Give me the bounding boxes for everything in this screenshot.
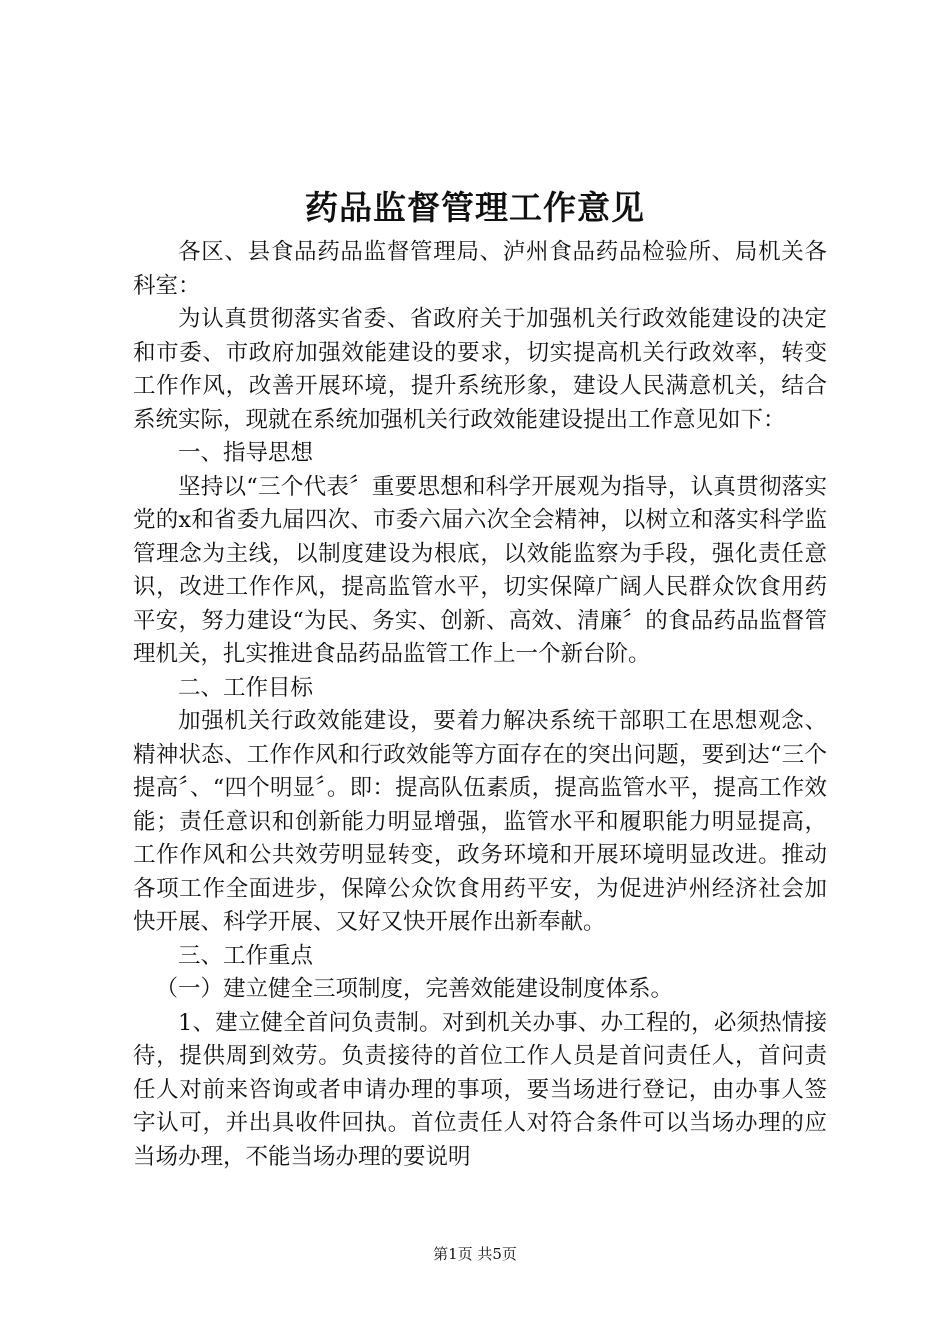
salutation-paragraph: 各区、县食品药品监督管理局、泸州食品药品检验所、局机关各科室： <box>133 239 827 299</box>
section-heading-guiding-thought: 一、指导思想 <box>178 440 314 466</box>
intro-paragraph: 为认真贯彻落实省委、省政府关于加强机关行政效能建设的决定和市委、市政府加强效能建设的要求，切实提高机关行政效率，转变工作作风，改善开展环境，提升系统形象，建设人民满意机关，结合系统实际，现就在系统加强机关行政效能建设提出工作意见如下： <box>133 306 827 433</box>
page-number-footer: 第1页 共5页 <box>433 1245 517 1263</box>
section-heading-work-focus: 三、工作重点 <box>178 942 314 969</box>
guiding-thought-paragraph: 坚持以“三个代表〞重要思想和科学开展观为指导，认真贯彻落实党的x和省委九届四次、市委六届六次全会精神，以树立和落实科学监管理念为主线，以制度建设为根底，以效能监察为手段，强化责任意识，改进工作作风，提高监管水平，切实保障广阔人民群众饮食用药平安，努力建设“为民、务实、创新、高效、清廉〞的食品药品监督管理机关，扎实推进食品药品监管工作上一个新台阶。 <box>133 473 827 667</box>
section-heading-work-goals: 二、工作目标 <box>178 674 314 701</box>
subsection-heading-three-systems: （一）建立健全三项制度，完善效能建设制度体系。 <box>155 976 674 1002</box>
first-responsibility-paragraph: 1、建立健全首问负责制。对到机关办事、办工程的，必须热情接待，提供周到效劳。负责接待的首位工作人员是首问责任人，首问责任人对前来咨询或者申请办理的事项，要当场进行登记，由办事人签字认可，并出具收件回执。首位责任人对符合条件可以当场办理的应当场办理，不能当场办理的要说明 <box>133 1009 827 1170</box>
document-title: 药品监督管理工作意见 <box>305 188 645 227</box>
work-goals-paragraph: 加强机关行政效能建设，要着力解决系统干部职工在思想观念、精神状态、工作作风和行政效能等方面存在的突出问题，要到达“三个提高〞、“四个明显〞。即：提高队伍素质，提高监管水平，提高工作效能；责任意识和创新能力明显增强，监管水平和履职能力明显提高，工作作风和公共效劳明显转变，政务环境和开展环境明显改进。推动各项工作全面进步，保障公众饮食用药平安，为促进泸州经济社会加快开展、科学开展、又好又快开展作出新奉献。 <box>133 708 827 935</box>
document-body <box>133 236 827 1174</box>
